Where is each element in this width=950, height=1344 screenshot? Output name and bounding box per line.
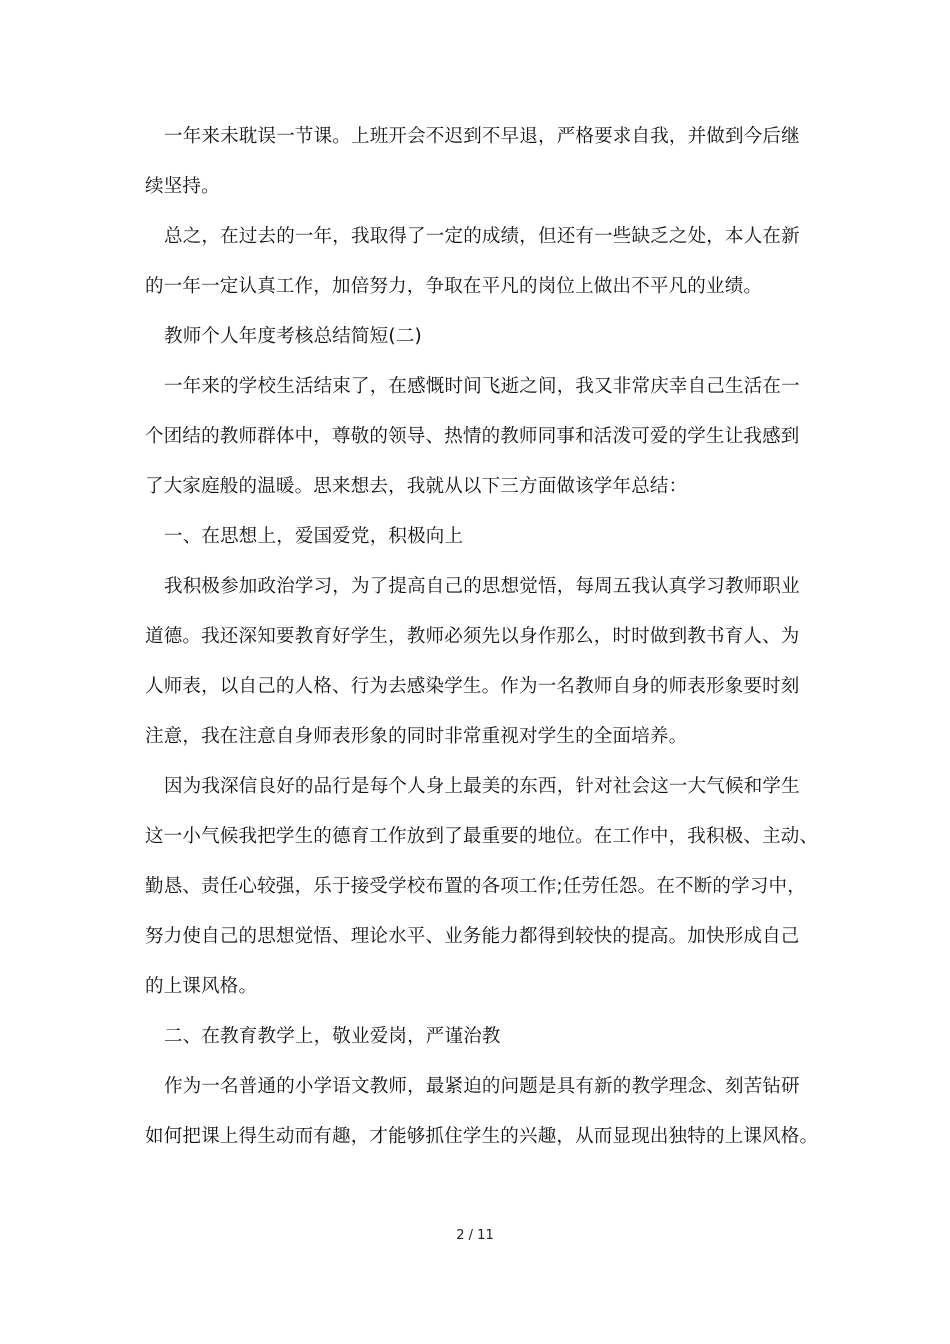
text-line: 努力使自己的思想觉悟、理论水平、业务能力都得到较快的提高。加快形成自己 (145, 926, 800, 947)
section-heading: 教师个人年度考核总结简短(二) (164, 326, 422, 347)
text-line: 人师表，以自己的人格、行为去感染学生。作为一名教师自身的师表形象要时刻 (145, 676, 800, 697)
text-line: 如何把课上得生动而有趣，才能够抓住学生的兴趣，从而显现出独特的上课风格。 (145, 1126, 819, 1147)
text-line: 了大家庭般的温暖。思来想去，我就从以下三方面做该学年总结： (145, 476, 688, 497)
text-line: 续坚持。 (145, 176, 220, 197)
text-line: 因为我深信良好的品行是每个人身上最美的东西，针对社会这一大气候和学生 (164, 776, 800, 797)
text-line: 的上课风格。 (145, 976, 258, 997)
text-line: 注意，我在注意自身师表形象的同时非常重视对学生的全面培养。 (145, 726, 688, 747)
document-body (145, 112, 819, 1162)
text-line: 的一年一定认真工作，加倍努力，争取在平凡的岗位上做出不平凡的业绩。 (145, 276, 763, 297)
text-line: 勤恳、责任心较强，乐于接受学校布置的各项工作;任劳任怨。在不断的学习中， (145, 876, 806, 897)
text-line: 作为一名普通的小学语文教师，最紧迫的问题是具有新的教学理念、刻苦钻研 (164, 1076, 800, 1097)
text-line: 一年来的学校生活结束了，在感慨时间飞逝之间，我又非常庆幸自己生活在一 (164, 376, 800, 397)
text-line: 这一小气候我把学生的德育工作放到了最重要的地位。在工作中，我积极、主动、 (145, 826, 819, 847)
page-number: 2 / 11 (456, 1228, 494, 1243)
subsection-heading: 二、在教育教学上，敬业爱岗，严谨治教 (164, 1026, 501, 1047)
text-line: 道德。我还深知要教育好学生，教师必须先以身作那么，时时做到教书育人、为 (145, 626, 800, 647)
text-line: 个团结的教师群体中，尊敬的领导、热情的教师同事和活泼可爱的学生让我感到 (145, 426, 800, 447)
text-line: 总之，在过去的一年，我取得了一定的成绩，但还有一些缺乏之处，本人在新 (164, 226, 800, 247)
text-line: 一年来未耽误一节课。上班开会不迟到不早退，严格要求自我，并做到今后继 (164, 126, 800, 147)
text-line: 我积极参加政治学习，为了提高自己的思想觉悟，每周五我认真学习教师职业 (164, 576, 800, 597)
subsection-heading: 一、在思想上，爱国爱党，积极向上 (164, 526, 464, 547)
